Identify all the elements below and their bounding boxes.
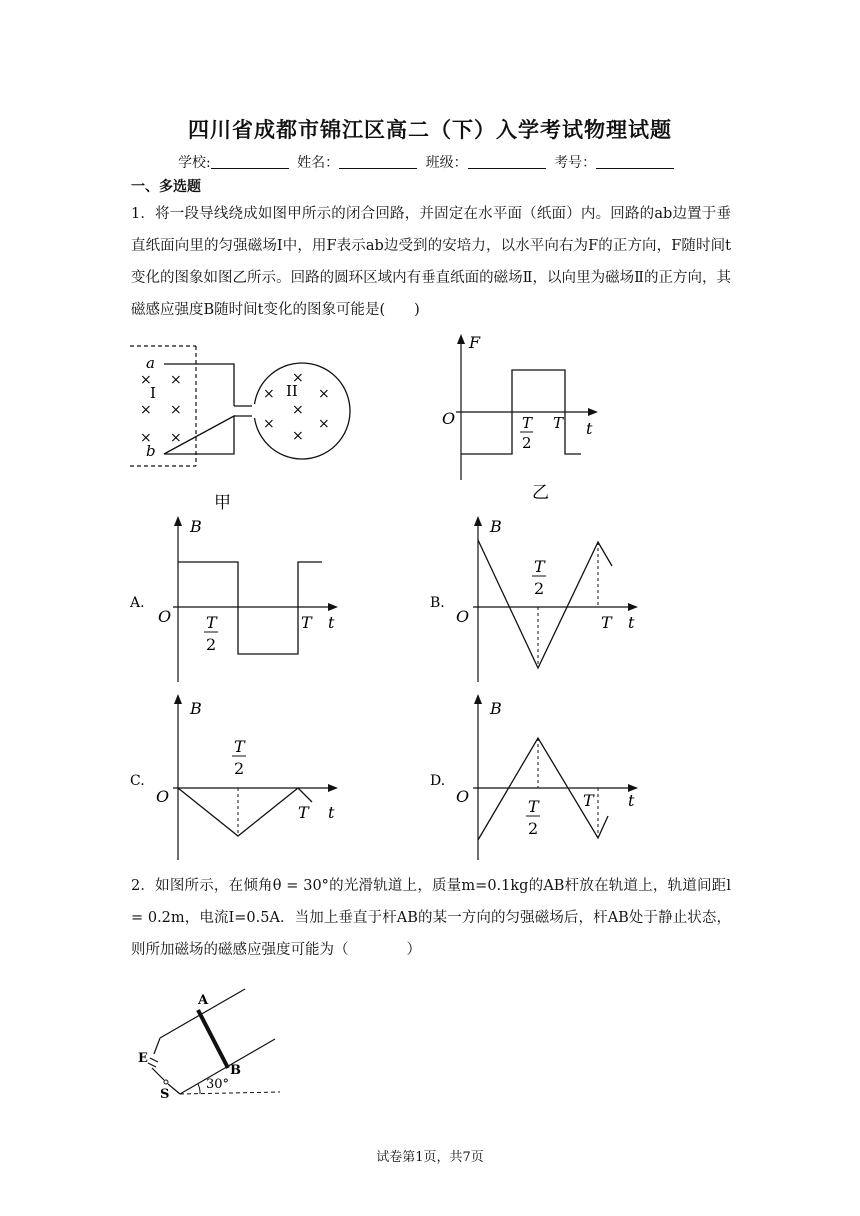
cross-mark: ×	[170, 372, 182, 388]
label-field-I: I	[150, 384, 156, 402]
option-B-graph[interactable]	[428, 512, 658, 687]
cross-mark: ×	[292, 428, 304, 444]
name-blank[interactable]	[339, 154, 417, 169]
label-S: S	[160, 1087, 170, 1102]
origin-label: O	[442, 409, 456, 428]
tick-T: T	[301, 613, 312, 632]
tick-T: T	[583, 791, 594, 810]
label-B: B	[230, 1063, 241, 1078]
tick-T-half-num: T	[534, 557, 545, 576]
cross-mark: ×	[140, 430, 152, 446]
student-info-line	[178, 152, 678, 172]
label-angle: 30°	[206, 1077, 230, 1092]
label-a: a	[146, 354, 155, 372]
label-field-II: II	[286, 382, 298, 400]
section-heading: 一、多选题	[131, 179, 201, 195]
axis-label-t: t	[628, 791, 635, 810]
axis-label-F: F	[469, 333, 481, 352]
label-A: A	[198, 993, 209, 1008]
caption-yi: 乙	[532, 483, 549, 503]
school-blank[interactable]	[211, 154, 289, 169]
cross-mark: ×	[140, 402, 152, 418]
axis-label-B: B	[490, 699, 502, 718]
tick-T-half-den: 2	[234, 759, 245, 778]
figure-yi	[436, 330, 616, 510]
option-B-label: B.	[430, 595, 445, 611]
cross-mark: ×	[263, 416, 275, 432]
axis-label-t: t	[628, 613, 635, 632]
cross-mark: ×	[263, 386, 275, 402]
number-blank[interactable]	[596, 154, 674, 169]
page-title: 四川省成都市锦江区高二（下）入学考试物理试题	[188, 117, 672, 142]
origin-label: O	[456, 787, 470, 806]
tick-T-half-num: T	[522, 414, 533, 432]
school-label: 学校:	[178, 155, 211, 171]
cross-mark: ×	[170, 430, 182, 446]
axis-label-t: t	[328, 613, 335, 632]
axis-label-t: t	[328, 803, 335, 822]
tick-T-half-num: T	[528, 797, 539, 816]
axis-label-B: B	[190, 699, 202, 718]
option-D-graph[interactable]	[428, 690, 658, 865]
option-A-label: A.	[130, 595, 145, 611]
tick-T-half-den: 2	[522, 434, 532, 452]
cross-mark: ×	[292, 402, 304, 418]
number-label: 考号：	[554, 155, 597, 171]
cross-mark: ×	[318, 386, 330, 402]
option-C-graph[interactable]	[128, 690, 358, 865]
tick-T-half-num: T	[206, 613, 217, 632]
option-C-label: C.	[130, 773, 145, 789]
tick-T: T	[298, 803, 309, 822]
tick-T: T	[553, 414, 564, 432]
tick-T-half-den: 2	[534, 579, 545, 598]
cross-mark: ×	[318, 416, 330, 432]
cross-mark: ×	[292, 370, 304, 386]
page-footer: 试卷第1页，共7页	[376, 1150, 484, 1165]
class-blank[interactable]	[468, 154, 546, 169]
tick-T-half-den: 2	[206, 635, 217, 654]
label-b: b	[146, 442, 156, 460]
cross-mark: ×	[140, 372, 152, 388]
cross-mark: ×	[170, 402, 182, 418]
tick-T: T	[601, 613, 612, 632]
name-label: 姓名：	[297, 155, 340, 171]
origin-label: O	[156, 787, 170, 806]
option-D-label: D.	[430, 773, 446, 789]
axis-label-B: B	[490, 517, 502, 536]
origin-label: O	[456, 607, 470, 626]
class-label: 班级：	[425, 155, 468, 171]
question-2-text: 2．如图所示，在倾角θ = 30°的光滑轨道上，质量m=0.1kg的AB杆放在轨道上，轨道间距l = 0.2m，电流I=0.5A．当加上垂直于杆AB的某一方向的匀强磁场后，杆AB处于静止状态，则所加磁场的磁感应强度可能为（ ）	[131, 878, 731, 958]
question-1-text: 1．将一段导线绕成如图甲所示的闭合回路，并固定在水平面（纸面）内。回路的ab边置于垂直纸面向里的匀强磁场Ⅰ中，用F表示ab边受到的安培力，以水平向右为F的正方向，F随时间t变化的图象如图乙所示。回路的圆环区域内有垂直纸面的磁场Ⅱ，以向里为磁场Ⅱ的正方向，其磁感应强度B随时间t变化的图象可能是( )	[131, 206, 731, 318]
figure-incline	[130, 984, 310, 1104]
tick-T-half-den: 2	[528, 819, 539, 838]
option-A-graph[interactable]	[128, 512, 358, 687]
axis-label-B: B	[190, 517, 202, 536]
figure-jia	[126, 336, 356, 516]
tick-T-half-num: T	[234, 737, 245, 756]
label-E: E	[138, 1051, 148, 1066]
axis-label-t: t	[586, 419, 593, 438]
origin-label: O	[158, 607, 172, 626]
caption-jia: 甲	[214, 493, 231, 513]
